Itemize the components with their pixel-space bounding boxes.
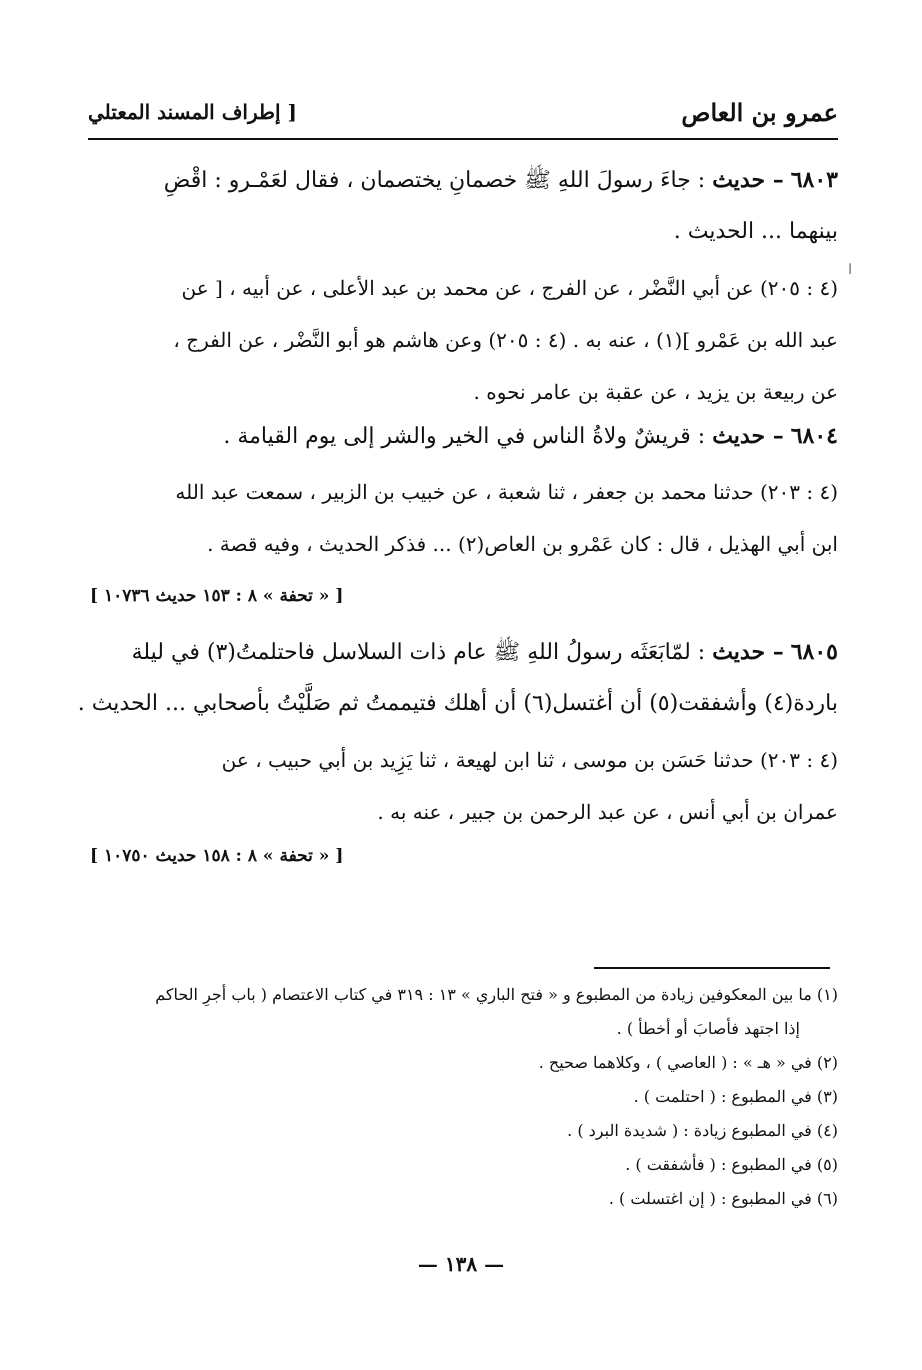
footnote-5: (٥) في المطبوع : ( فأشفقت ) . (625, 1155, 838, 1174)
tuhfa-reference: [ « تحفة » ٨ : ١٥٣ حديث ١٠٧٣٦ ] (90, 586, 344, 606)
hadith-text: بينهما ... الحديث . (673, 219, 838, 244)
footnotes (88, 978, 838, 1216)
hadith-text: : جاءَ رسولَ اللهِ ﷺ خصمانِ يختصمان ، فقال لعَمْـرو : اقْضِ (163, 168, 706, 193)
source-line: (٤ : ٢٠٥) عن أبي النَّضْر ، عن الفرج ، عن محمد بن عبد الأعلى ، عن أبيه ، [ عن (181, 276, 838, 300)
source-line: عمران بن أبي أنس ، عن عبد الرحمن بن جبير ، عنه به . (377, 800, 838, 824)
hadith-label: حديث (712, 167, 766, 193)
header-book-title: [ إطراف المسند المعتلي (88, 100, 297, 124)
footnote-1: (١) ما بين المعكوفين زيادة من المطبوع و « فتح الباري » ١٣ : ٣١٩ في كتاب الاعتصام ( باب أجرِ الحاكم (155, 985, 838, 1004)
source-line: عبد الله بن عَمْرو ](١) ، عنه به . (٤ : ٢٠٥) وعن هاشم هو أبو النَّضْر ، عن الفرج ، (173, 328, 838, 352)
hadith-label: حديث (712, 639, 766, 665)
footnote-1-continued: إذا اجتهد فأصابَ أو أخطأ ) . (616, 1019, 800, 1038)
footnote-3: (٣) في المطبوع : ( احتلمت ) . (633, 1087, 838, 1106)
margin-mark: ا (848, 262, 852, 278)
tuhfa-reference: [ « تحفة » ٨ : ١٥٨ حديث ١٠٧٥٠ ] (90, 846, 344, 866)
hadith-label: حديث (712, 423, 766, 449)
source-line: ابن أبي الهذيل ، قال : كان عَمْرو بن العاص(٢) ... فذكر الحديث ، وفيه قصة . (207, 532, 838, 556)
hadith-number: ٦٨٠٤ (790, 423, 838, 449)
hadith-6803-sources (88, 262, 838, 418)
source-line: (٤ : ٢٠٣) حدثنا حَسَن بن موسى ، ثنا ابن لهيعة ، ثنا يَزِيد بن أبي حبيب ، عن (221, 748, 838, 772)
page-number: — ١٣٨ — (417, 1252, 505, 1276)
page-header (88, 98, 838, 140)
footnote-2: (٢) في « هـ » : ( العاصي ) ، وكلاهما صحيح . (538, 1053, 838, 1072)
hadith-text: باردة(٤) وأشفقت(٥) أن أغتسل(٦) أن أهلك فتيممتُ ثم صَلَّيْتُ بأصحابي ... الحديث . (77, 691, 838, 716)
hadith-number: ٦٨٠٥ (790, 639, 838, 665)
hadith-number: ٦٨٠٣ (790, 167, 838, 193)
hadith-6805-sources (88, 734, 838, 838)
hadith-6804: ٦٨٠٤ – حديث : قريشٌ ولاةُ الناس في الخير والشر إلى يوم القيامة . (223, 423, 838, 449)
footnote-separator (594, 967, 830, 969)
hadith-6804-sources (88, 466, 838, 570)
header-chapter-title: عمرو بن العاص (681, 98, 838, 127)
hadith-6803: ٦٨٠٣ – حديث : جاءَ رسولَ اللهِ ﷺ خصمانِ يختصمان ، فقال لعَمْـرو : اقْضِ بينهما ... الحديث . (88, 154, 838, 258)
hadith-text: : قريشٌ ولاةُ الناس في الخير والشر إلى يوم القيامة . (223, 424, 706, 449)
source-line: عن ربيعة بن يزيد ، عن عقبة بن عامر نحوه . (473, 380, 838, 404)
source-line: (٤ : ٢٠٣) حدثنا محمد بن جعفر ، ثنا شعبة ، عن خبيب بن الزبير ، سمعت عبد الله (175, 480, 838, 504)
hadith-6805: ٦٨٠٥ – حديث : لمّابَعَثَه رسولُ اللهِ ﷺ عام ذات السلاسل فاحتلمتُ(٣) في ليلة باردة(٤) وأشفقت(٥) أن أغتسل(٦) أن أهلك فتيممتُ ثم صَلَّيْتُ بأصحابي ... الحديث . (88, 626, 838, 730)
footnote-4: (٤) في المطبوع زيادة : ( شديدة البرد ) . (567, 1121, 838, 1140)
hadith-text: : لمّابَعَثَه رسولُ اللهِ ﷺ عام ذات السلاسل فاحتلمتُ(٣) في ليلة (131, 640, 706, 665)
footnote-6: (٦) في المطبوع : ( إن اغتسلت ) . (608, 1189, 838, 1208)
